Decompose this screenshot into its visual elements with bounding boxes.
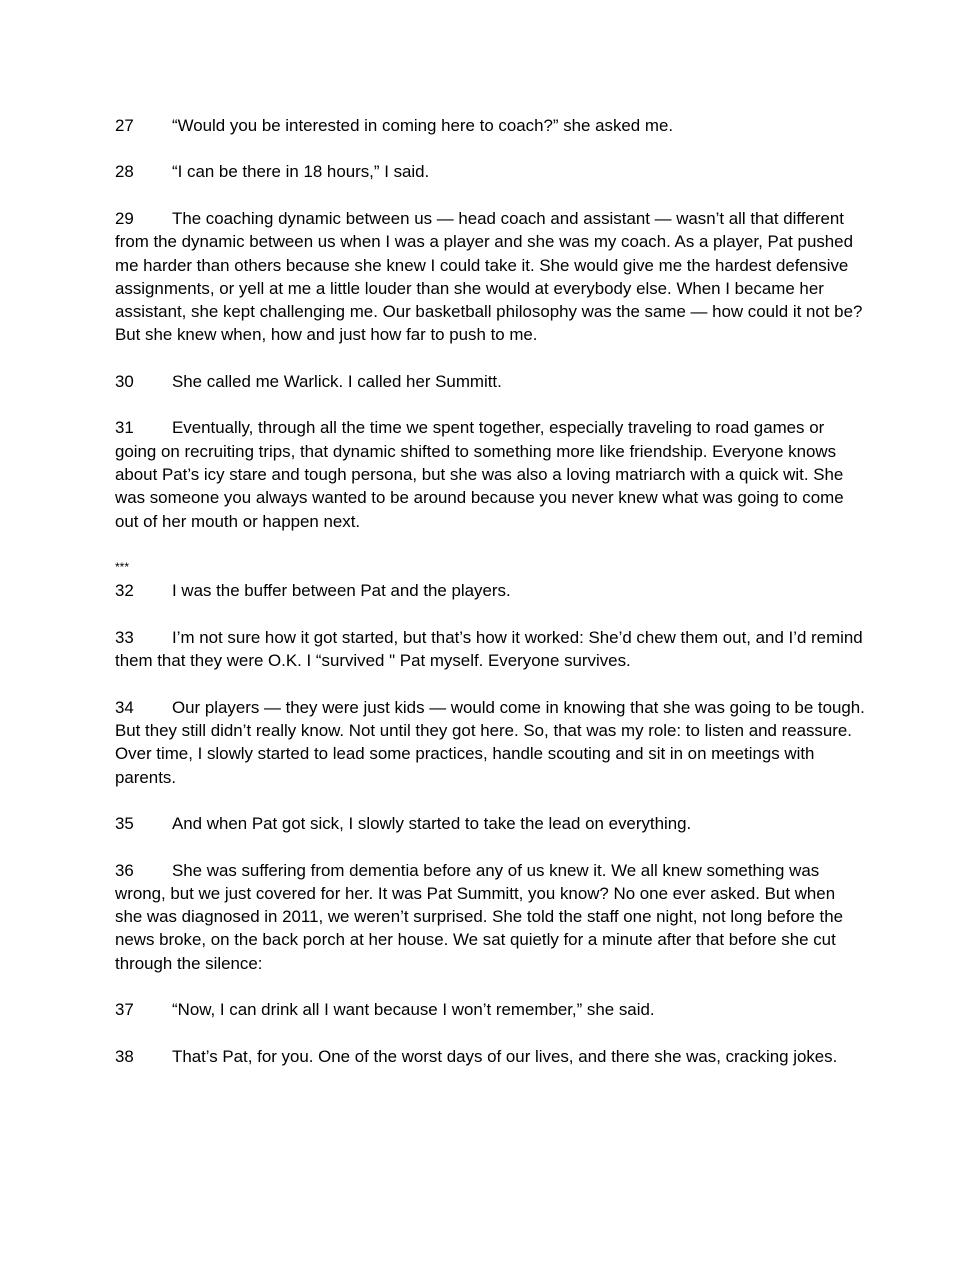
paragraph-28	[115, 160, 865, 183]
paragraph-number: 27	[115, 116, 134, 135]
section-break: ***	[115, 560, 130, 575]
paragraph-number: 30	[115, 371, 134, 391]
paragraph-text: She was suffering from dementia before any of us knew it. We all knew something was wrong, but we just covered for her. It was Pat Summitt, you know? No one ever asked. But when she was diagnosed in 2011, we weren’t surprised. She told the staff one night, not long before the news broke, on the back porch at her house. We sat quietly for a minute after that before she cut through the silence:	[115, 860, 844, 973]
paragraph-29	[115, 207, 865, 347]
paragraph-35	[115, 812, 865, 835]
paragraph-27	[115, 114, 865, 137]
paragraph-text: Eventually, through all the time we spent together, especially traveling to road games or going on recruiting trips, that dynamic shifted to something more like friendship. Everyone knows about Pat’s icy stare and tough persona, but she was also a loving matriarch with a quick wit. She was someone you always wanted to be around because you never knew what was going to come out of her mouth or happen next.	[115, 418, 844, 531]
paragraph-33	[115, 626, 865, 673]
paragraph-34	[115, 696, 865, 789]
paragraph-31	[115, 416, 865, 532]
paragraph-text: I was the buffer between Pat and the players.	[172, 581, 511, 601]
paragraph-text: The coaching dynamic between us — head coach and assistant — wasn’t all that different from the dynamic between us when I was a player and she was my coach. As a player, Pat pushed me harder than others because she knew I could take it. She would give me the hardest defensive assignments, or yell at me a little louder than she would at everybody else. When I became her assistant, she kept challenging me. Our basketball philosophy was the same — how could it not be? But she knew when, how and just how far to push to me.	[115, 208, 863, 345]
paragraph-text: Our players — they were just kids — would come in knowing that she was going to be tough. But they still didn’t really know. Not until they got here. So, that was my role: to listen and reassure. Over time, I slowly started to lead some practices, handle scouting and sit in on meetings with parents.	[115, 697, 865, 787]
paragraph-32	[115, 579, 865, 602]
paragraph-text: “Now, I can drink all I want because I won’t remember,” she said.	[172, 1000, 655, 1020]
paragraph-38	[115, 1045, 865, 1068]
paragraph-number: 36	[115, 860, 134, 880]
paragraph-number: 32	[115, 581, 134, 601]
document-body	[115, 114, 865, 1091]
paragraph-text: I’m not sure how it got started, but that’s how it worked: She’d chew them out, and I’d remind them that they were O.K. I “survived " Pat myself. Everyone survives.	[115, 627, 863, 671]
paragraph-number: 29	[115, 208, 134, 228]
paragraph-text: She called me Warlick. I called her Summitt.	[172, 371, 502, 391]
paragraph-text: And when Pat got sick, I slowly started to take the lead on everything.	[172, 814, 692, 834]
paragraph-text: “Would you be interested in coming here to coach?” she asked me.	[172, 116, 674, 135]
paragraph-number: 33	[115, 627, 134, 647]
paragraph-number: 28	[115, 162, 134, 182]
paragraph-37	[115, 998, 865, 1021]
paragraph-number: 34	[115, 697, 134, 717]
paragraph-number: 37	[115, 1000, 134, 1020]
paragraph-text: That’s Pat, for you. One of the worst days of our lives, and there she was, cracking jokes.	[172, 1046, 838, 1066]
paragraph-30	[115, 370, 865, 393]
paragraph-number: 31	[115, 418, 134, 438]
paragraph-text: “I can be there in 18 hours,” I said.	[172, 162, 430, 182]
paragraph-number: 38	[115, 1046, 134, 1066]
paragraph-36	[115, 859, 865, 975]
paragraph-number: 35	[115, 814, 134, 834]
